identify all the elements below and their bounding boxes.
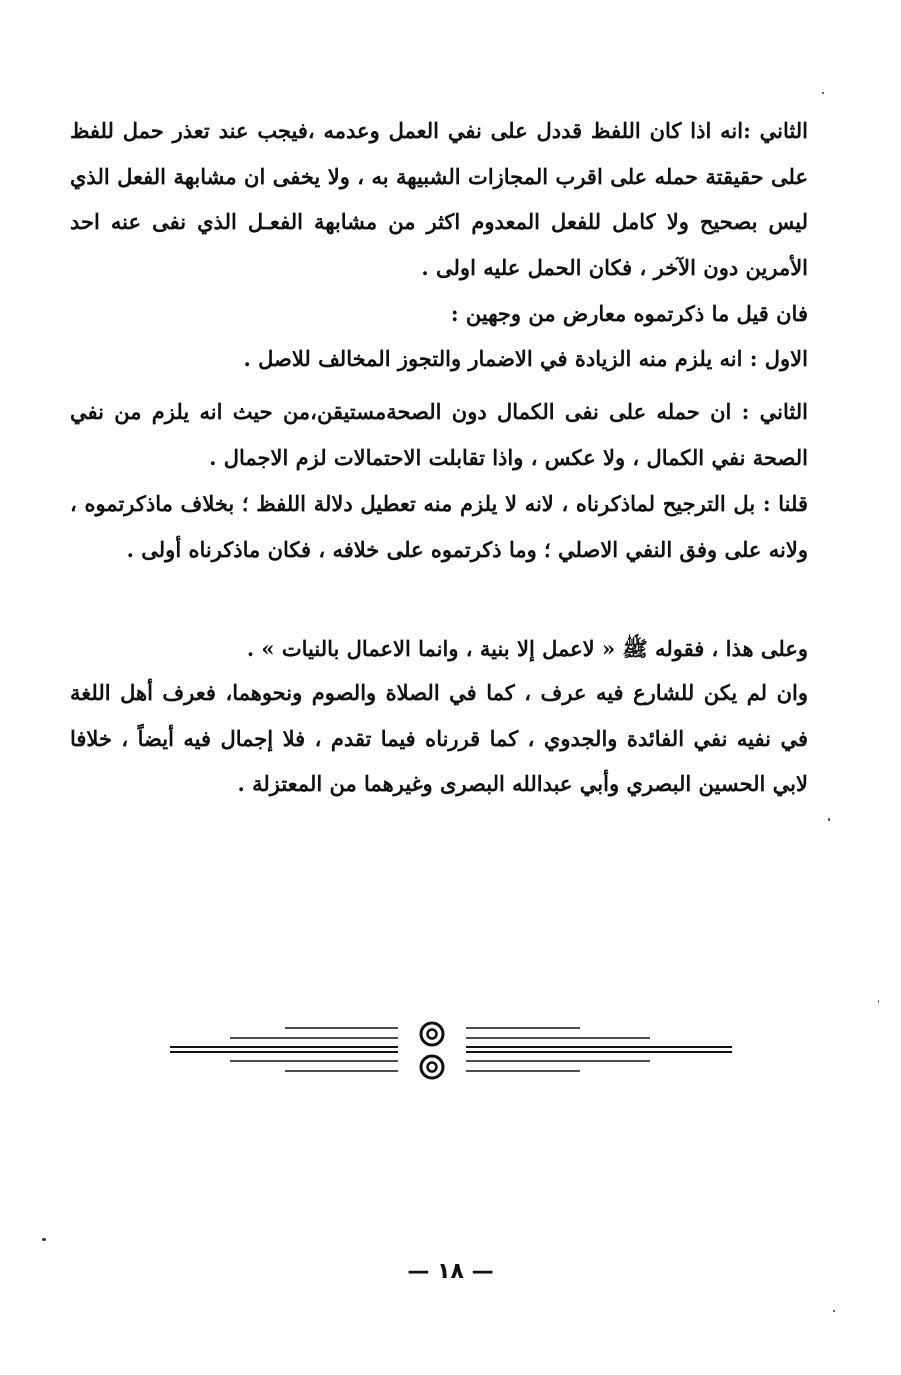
- paragraph-hadith: [70, 626, 853, 672]
- paragraph-reply: [70, 481, 808, 572]
- paragraph-text: وان لم يكن للشارع فيه عرف ، كما في الصلاة والصوم ونحوهما، فعرف أهل اللغة في نفيه نفي الفائدة والجدوي ، كما قررناه فيما تقدم ، فلا إجمال فيه أيضاً ، خلافا لابي الحسين البصري وأبي عبدالله البصرى وغيرهما من المعتزلة .: [70, 680, 808, 796]
- paragraph-text: قلنا : بل الترجيح لماذكرناه ، لانه لا يلزم منه تعطيل دلالة اللفظ ؛ بخلاف ماذكرتموه ، ولانه على وفق النفي الاصلي ؛ وما ذكرتموه على خلافه ، فكان ماذكرناه أولى .: [70, 491, 808, 562]
- page-number: — ١٨ —: [407, 1259, 494, 1284]
- paragraph-second-objection: [70, 389, 808, 480]
- paragraph-text: الثاني :انه اذا كان اللفظ قددل على نفي العمل وعدمه ،فيجب عند تعذر حمل للفظ على حقيقتة حمله على اقرب المجازات الشبيهة به ، ولا يخفى ان مشابهة الفعل الذي ليس بصحيح ولا كامل للفعل المعدوم اكثر من مشابهة الفعـل الذي نفى عنه احد الأمرين دون الآخر ، فكان الحمل عليه اولى .: [70, 118, 808, 280]
- paragraph-text: الاول : انه يلزم منه الزيادة في الاضمار والتجوز المخالف للاصل .: [243, 346, 808, 371]
- paragraph-objection: [70, 291, 853, 337]
- paragraph-second-argument: [70, 108, 808, 290]
- paragraph-conclusion: [70, 670, 808, 807]
- section-divider-ornament: [170, 1016, 732, 1086]
- paragraph-text: وعلى هذا ، فقوله ﷺ « لاعمل إلا بنية ، وانما الاعمال بالنيات » .: [246, 636, 808, 661]
- paragraph-text: فان قيل ما ذكرتموه معارض من وجهين :: [450, 301, 808, 326]
- paragraph-text: الثاني : ان حمله على نفى الكمال دون الصحةمستيقن،من حيث انه يلزم من نفي الصحة نفي الكمال ، ولا عكس ، واذا تقابلت الاحتمالات لزم الاجمال .: [70, 399, 808, 470]
- double-ring-ornament-icon: [170, 1016, 732, 1086]
- paragraph-first-objection: [70, 336, 853, 382]
